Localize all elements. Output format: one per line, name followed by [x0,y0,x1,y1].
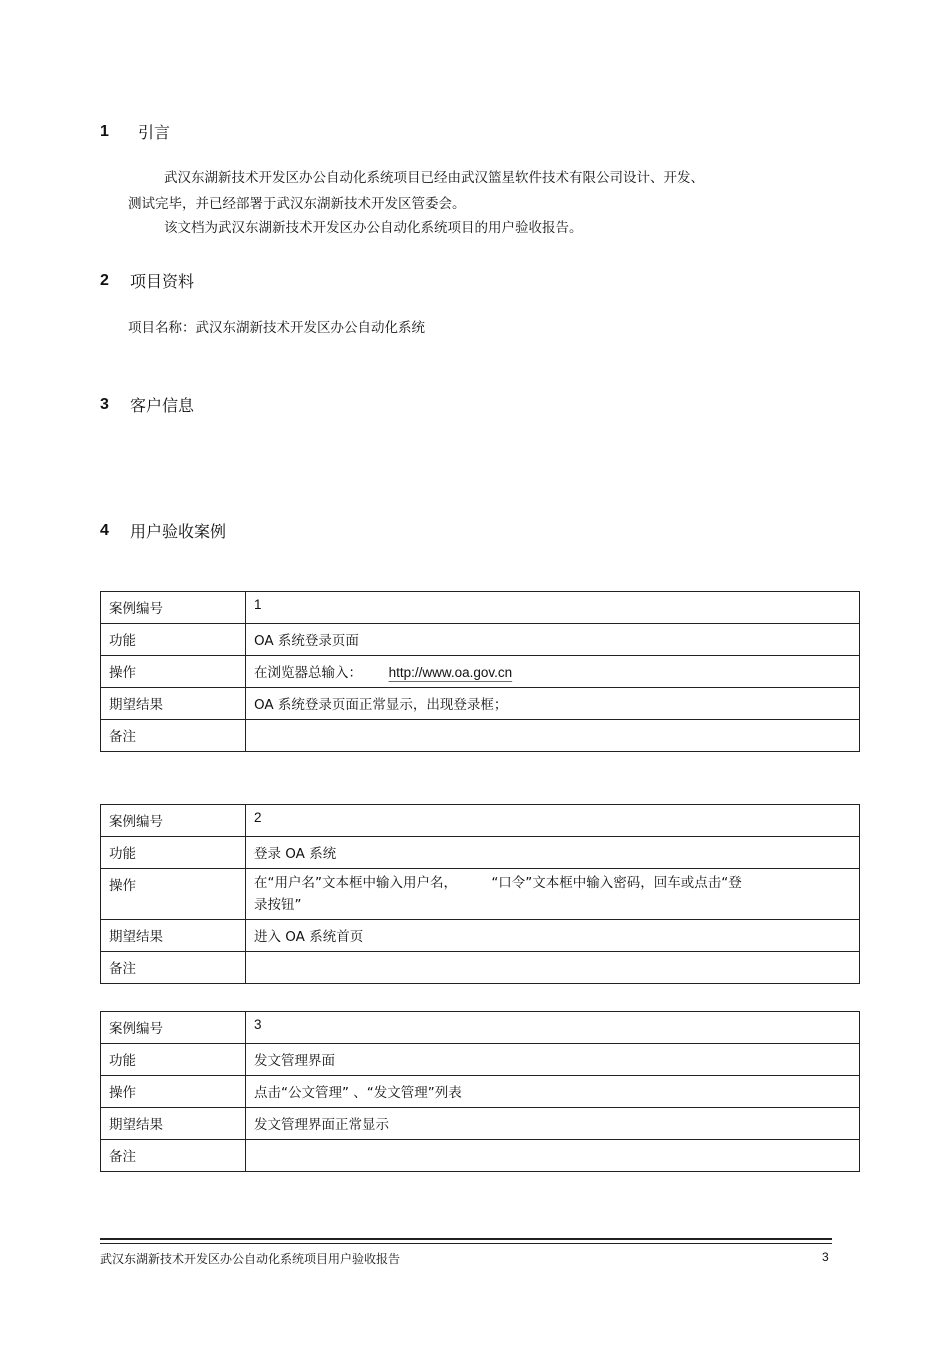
case-expect-value: OA 系统登录页面正常显示，出现登录框； [246,688,860,720]
case-expect-value: 进入 OA 系统首页 [246,920,860,952]
case-op-line-1: 在“用户名”文本框中输入用户名， “口令”文本框中输入密码，回车或点击“登 [254,875,742,891]
case-op-label: 操作 [101,656,246,688]
section-title: 引言 [138,123,171,142]
section-heading-2 [100,269,194,292]
table-row [101,805,860,837]
case-op-value [246,656,860,688]
section-heading-3 [100,393,194,416]
case-op-line-2: 录按钮” [254,897,302,913]
table-row [101,1012,860,1044]
case-note-label: 备注 [101,720,246,752]
case-id-label: 案例编号 [101,592,246,624]
table-row [101,920,860,952]
case-func-label: 功能 [101,837,246,869]
table-row [101,1044,860,1076]
case-expect-value: 发文管理界面正常显示 [246,1108,860,1140]
table-row [101,688,860,720]
table-row [101,1108,860,1140]
case-note-label: 备注 [101,952,246,984]
table-row [101,592,860,624]
table-row [101,952,860,984]
case-note-value [246,720,860,752]
page-number: 3 [822,1250,829,1264]
case-table-1 [100,591,860,752]
intro-line-1: 武汉东湖新技术开发区办公自动化系统项目已经由武汉篮星软件技术有限公司设计、开发、 [164,170,704,186]
case-id-value: 1 [246,592,860,624]
section-number: 2 [100,271,109,289]
case-note-label: 备注 [101,1140,246,1172]
table-row [101,837,860,869]
case-note-value [246,1140,860,1172]
table-row [101,1076,860,1108]
section-heading-4 [100,519,226,542]
table-row [101,869,860,920]
case-op-value [246,869,860,920]
case-func-value: 登录 OA 系统 [246,837,860,869]
table-row [101,624,860,656]
case-id-label: 案例编号 [101,1012,246,1044]
case-expect-label: 期望结果 [101,688,246,720]
section-number: 3 [100,395,109,413]
case-func-value: 发文管理界面 [246,1044,860,1076]
table-row [101,1140,860,1172]
case-table-3 [100,1011,860,1172]
project-name: 项目名称：武汉东湖新技术开发区办公自动化系统 [128,320,425,336]
case-func-label: 功能 [101,1044,246,1076]
section-number: 4 [100,521,109,539]
table-row [101,656,860,688]
case-id-value: 3 [246,1012,860,1044]
section-title: 用户验收案例 [130,522,227,541]
footer-title: 武汉东湖新技术开发区办公自动化系统项目用户验收报告 [100,1252,401,1266]
case-op-label: 操作 [101,869,246,920]
section-heading-1 [100,120,170,143]
intro-line-2: 测试完毕，并已经部署于武汉东湖新技术开发区管委会。 [128,196,466,212]
case-op-label: 操作 [101,1076,246,1108]
case-id-value: 2 [246,805,860,837]
oa-url-link[interactable]: http://www.oa.gov.cn [388,665,513,680]
case-expect-label: 期望结果 [101,1108,246,1140]
footer-rule-thin [100,1243,832,1244]
case-note-value [246,952,860,984]
case-op-text: 在浏览器总输入： [254,665,362,681]
section-title: 项目资料 [130,272,195,291]
case-func-value: OA 系统登录页面 [246,624,860,656]
case-op-value: 点击“公文管理” 、“发文管理”列表 [246,1076,860,1108]
case-table-2 [100,804,860,984]
table-row [101,720,860,752]
case-id-label: 案例编号 [101,805,246,837]
section-number: 1 [100,122,109,140]
case-func-label: 功能 [101,624,246,656]
section-title: 客户信息 [130,396,195,415]
footer-rule-thick [100,1238,832,1240]
case-expect-label: 期望结果 [101,920,246,952]
intro-line-3: 该文档为武汉东湖新技术开发区办公自动化系统项目的用户验收报告。 [164,220,583,236]
